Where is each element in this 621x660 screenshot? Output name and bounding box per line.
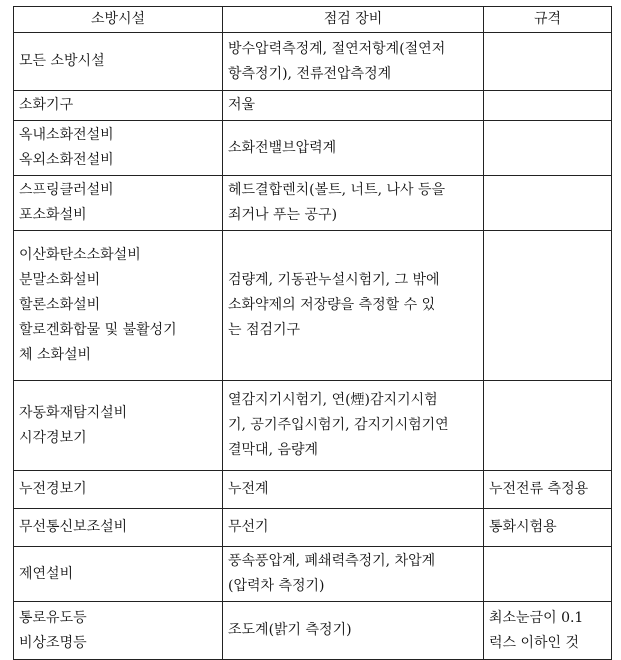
equipment-cell-line: 누전계 bbox=[228, 481, 269, 497]
facility-cell bbox=[14, 471, 223, 509]
spec-cell-line: 통화시험용 bbox=[489, 519, 557, 535]
table-row bbox=[14, 602, 612, 660]
spec-cell-line: 누전전류 측정용 bbox=[489, 481, 589, 497]
facility-cell-line: 이산화탄소소화설비 bbox=[19, 247, 141, 263]
equipment-cell bbox=[223, 91, 484, 121]
equipment-cell-line: 항측정기), 전류전압측정계 bbox=[228, 65, 392, 82]
facility-cell-line: 무선통신보조설비 bbox=[19, 519, 128, 535]
header-spec: 규격 bbox=[484, 7, 612, 33]
spec-cell bbox=[484, 121, 612, 176]
equipment-cell bbox=[223, 471, 484, 509]
spec-cell bbox=[484, 231, 612, 381]
facility-cell bbox=[14, 381, 223, 471]
facility-cell-line: 시각경보기 bbox=[19, 429, 87, 446]
equipment-cell-line: 소화전밸브압력계 bbox=[228, 139, 337, 156]
equipment-cell-line: 죄거나 푸는 공구) bbox=[228, 207, 338, 223]
spec-cell bbox=[484, 471, 612, 509]
equipment-cell bbox=[223, 509, 484, 547]
equipment-cell bbox=[223, 231, 484, 381]
spec-cell-line: 최소눈금이 0.1 bbox=[489, 609, 584, 626]
facility-cell bbox=[14, 121, 223, 176]
equipment-cell-line: 헤드결합렌치(볼트, 너트, 나사 등을 bbox=[228, 182, 446, 198]
facility-cell-line: 옥내소화전설비 bbox=[19, 127, 114, 143]
table-row bbox=[14, 509, 612, 547]
equipment-cell-line: 방수압력측정계, 절연저항계(절연저 bbox=[228, 40, 446, 57]
header-facility: 소방시설 bbox=[14, 7, 223, 33]
facility-cell-line: 할로겐화합물 및 불활성기 bbox=[19, 322, 177, 338]
equipment-cell bbox=[223, 176, 484, 231]
table-row bbox=[14, 547, 612, 602]
table-body bbox=[14, 33, 612, 660]
spec-cell bbox=[484, 91, 612, 121]
spec-cell-line: 럭스 이하인 것 bbox=[489, 634, 580, 651]
facility-cell-line: 통로유도등 bbox=[19, 609, 87, 626]
spec-cell bbox=[484, 176, 612, 231]
equipment-cell-line: 열감지기시험기, 연(煙)감지기시험 bbox=[228, 392, 438, 408]
equipment-cell bbox=[223, 33, 484, 91]
spec-cell bbox=[484, 381, 612, 471]
inspection-equipment-table bbox=[13, 6, 612, 660]
facility-cell-line: 옥외소화전설비 bbox=[19, 152, 114, 168]
table-row bbox=[14, 381, 612, 471]
table-row bbox=[14, 91, 612, 121]
spec-cell bbox=[484, 33, 612, 91]
facility-cell bbox=[14, 509, 223, 547]
facility-cell bbox=[14, 176, 223, 231]
equipment-cell-line: 무선기 bbox=[228, 519, 269, 535]
equipment-cell bbox=[223, 121, 484, 176]
equipment-cell-line: 검량계, 기동관누설시험기, 그 밖에 bbox=[228, 272, 440, 288]
facility-cell-line: 누전경보기 bbox=[19, 481, 87, 497]
equipment-cell-line: 결막대, 음량계 bbox=[228, 442, 319, 458]
equipment-cell-line: 조도계(밝기 측정기) bbox=[228, 622, 352, 638]
facility-cell bbox=[14, 231, 223, 381]
facility-cell-line: 할론소화설비 bbox=[19, 297, 101, 313]
spec-cell bbox=[484, 509, 612, 547]
equipment-cell bbox=[223, 381, 484, 471]
facility-cell bbox=[14, 547, 223, 602]
equipment-cell-line: 소화약제의 저장량을 측정할 수 있 bbox=[228, 297, 436, 313]
table-row bbox=[14, 121, 612, 176]
facility-cell bbox=[14, 602, 223, 660]
facility-cell-line: 체 소화설비 bbox=[19, 347, 92, 363]
table-row bbox=[14, 471, 612, 509]
equipment-cell bbox=[223, 602, 484, 660]
spec-cell bbox=[484, 547, 612, 602]
facility-cell bbox=[14, 33, 223, 91]
equipment-cell-line: 풍속풍압계, 폐쇄력측정기, 차압계 bbox=[228, 553, 436, 569]
facility-cell-line: 제연설비 bbox=[19, 565, 74, 582]
facility-cell-line: 비상조명등 bbox=[19, 634, 87, 651]
equipment-cell-line: 저울 bbox=[228, 97, 256, 113]
facility-cell-line: 포소화설비 bbox=[19, 207, 87, 223]
equipment-cell bbox=[223, 547, 484, 602]
table-row bbox=[14, 33, 612, 91]
table-row bbox=[14, 176, 612, 231]
header-equipment: 점검 장비 bbox=[223, 7, 484, 33]
table-row bbox=[14, 231, 612, 381]
equipment-cell-line: 는 점검기구 bbox=[228, 322, 301, 338]
equipment-cell-line: (압력차 측정기) bbox=[228, 578, 325, 594]
facility-cell-line: 스프링클러설비 bbox=[19, 182, 114, 198]
header-row bbox=[14, 7, 612, 33]
facility-cell-line: 소화기구 bbox=[19, 97, 74, 113]
equipment-cell-line: 기, 공기주입시험기, 감지기시험기연 bbox=[228, 417, 449, 433]
facility-cell-line: 자동화재탐지설비 bbox=[19, 404, 128, 421]
facility-cell-line: 모든 소방시설 bbox=[19, 53, 105, 69]
spec-cell bbox=[484, 602, 612, 660]
facility-cell bbox=[14, 91, 223, 121]
facility-cell-line: 분말소화설비 bbox=[19, 272, 101, 288]
